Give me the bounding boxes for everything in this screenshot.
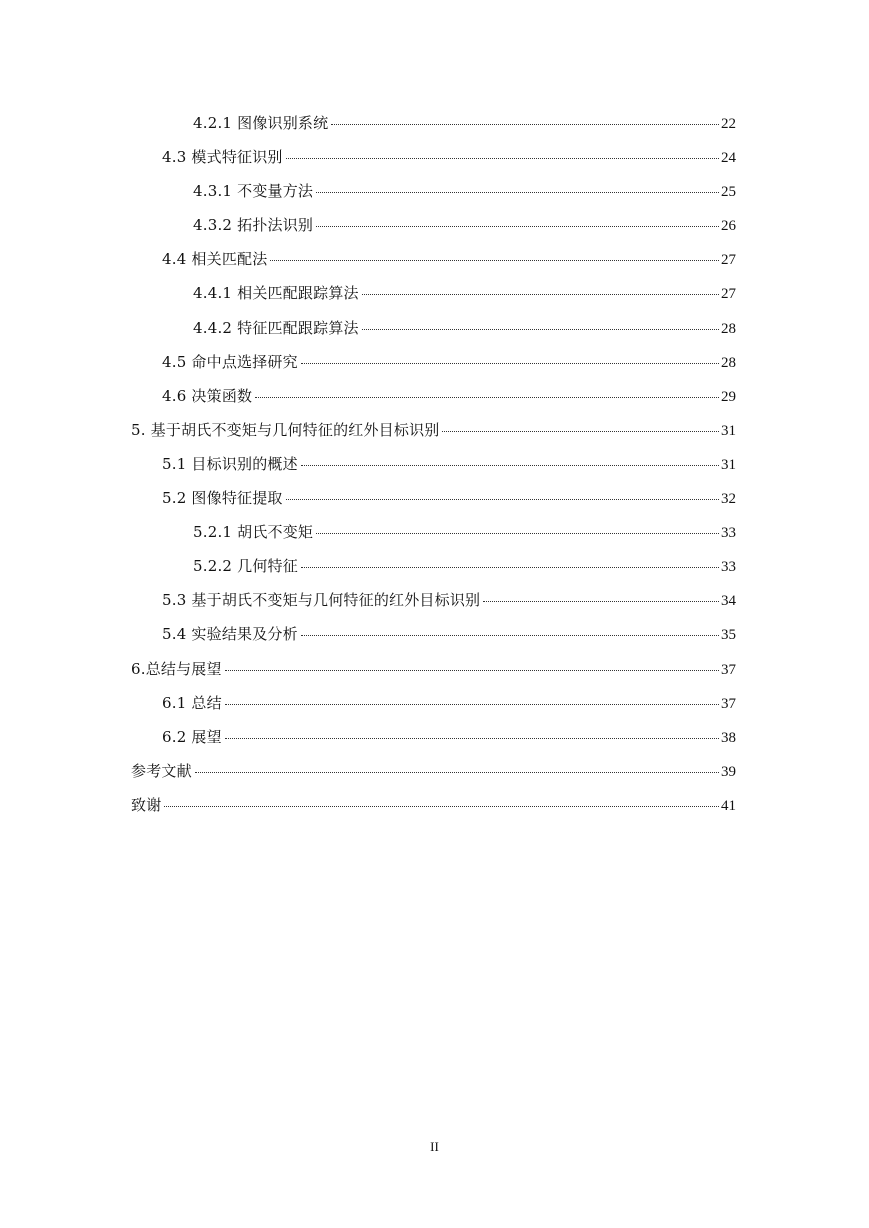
- toc-dot-leader: [316, 192, 719, 193]
- toc-entry-page: 39: [721, 763, 736, 780]
- table-of-contents: [131, 111, 736, 827]
- toc-entry-title: 5.2.2 几何特征: [193, 557, 298, 576]
- toc-entry-page: 26: [721, 218, 736, 235]
- toc-entry[interactable]: [131, 281, 736, 315]
- toc-dot-leader: [225, 670, 719, 671]
- toc-entry-title: 4.4 相关匹配法: [162, 250, 268, 269]
- toc-entry-title: 5.2 图像特征提取: [162, 489, 283, 508]
- toc-entry-title: 4.4.1 相关匹配跟踪算法: [193, 284, 359, 303]
- toc-entry-title: 6.总结与展望: [131, 659, 222, 678]
- toc-entry[interactable]: [131, 384, 736, 418]
- toc-dot-leader: [255, 397, 719, 398]
- toc-dot-leader: [225, 704, 719, 705]
- toc-entry-page: 37: [721, 661, 736, 678]
- toc-entry-title: 6.2 展望: [162, 727, 222, 746]
- toc-entry-title: 4.5 命中点选择研究: [162, 352, 298, 371]
- toc-entry[interactable]: [131, 213, 736, 247]
- toc-entry-page: 41: [721, 797, 736, 814]
- toc-dot-leader: [286, 499, 719, 500]
- toc-entry[interactable]: [131, 622, 736, 656]
- toc-entry[interactable]: [131, 111, 736, 145]
- toc-dot-leader: [301, 567, 719, 568]
- toc-dot-leader: [362, 329, 719, 330]
- toc-entry-page: 33: [721, 525, 736, 542]
- toc-entry-page: 24: [721, 150, 736, 167]
- toc-entry[interactable]: [131, 452, 736, 486]
- toc-dot-leader: [362, 294, 719, 295]
- page-number: II: [430, 1139, 439, 1154]
- toc-entry-title: 致谢: [131, 795, 162, 814]
- toc-dot-leader: [301, 465, 719, 466]
- toc-entry-page: 27: [721, 252, 736, 269]
- toc-entry-title: 4.3.2 拓扑法识别: [193, 216, 314, 235]
- toc-entry-page: 37: [721, 695, 736, 712]
- toc-dot-leader: [225, 738, 719, 739]
- toc-entry-title: 5.2.1 胡氏不变矩: [193, 523, 314, 542]
- toc-dot-leader: [301, 363, 719, 364]
- toc-entry-page: 27: [721, 286, 736, 303]
- toc-entry[interactable]: [131, 520, 736, 554]
- toc-entry-page: 38: [721, 729, 736, 746]
- toc-entry-title: 5.3 基于胡氏不变矩与几何特征的红外目标识别: [162, 591, 481, 610]
- toc-dot-leader: [286, 158, 719, 159]
- toc-entry-page: 28: [721, 320, 736, 337]
- toc-entry[interactable]: [131, 793, 736, 827]
- toc-dot-leader: [164, 806, 719, 807]
- toc-entry-title: 4.3.1 不变量方法: [193, 182, 314, 201]
- toc-entry-title: 5. 基于胡氏不变矩与几何特征的红外目标识别: [131, 420, 440, 439]
- toc-entry-title: 参考文献: [131, 761, 192, 780]
- toc-entry[interactable]: [131, 759, 736, 793]
- toc-entry-title: 5.4 实验结果及分析: [162, 625, 298, 644]
- toc-entry-page: 33: [721, 559, 736, 576]
- toc-entry[interactable]: [131, 316, 736, 350]
- toc-entry[interactable]: [131, 588, 736, 622]
- toc-entry[interactable]: [131, 418, 736, 452]
- toc-entry-page: 32: [721, 491, 736, 508]
- toc-entry[interactable]: [131, 725, 736, 759]
- toc-entry-page: 22: [721, 116, 736, 132]
- toc-dot-leader: [316, 226, 719, 227]
- toc-dot-leader: [483, 601, 719, 602]
- toc-dot-leader: [442, 431, 719, 432]
- toc-entry-page: 28: [721, 354, 736, 371]
- toc-dot-leader: [301, 635, 719, 636]
- toc-entry-title: 6.1 总结: [162, 693, 222, 712]
- toc-entry-title: 4.3 模式特征识别: [162, 148, 283, 167]
- toc-entry[interactable]: [131, 350, 736, 384]
- toc-dot-leader: [270, 260, 719, 261]
- toc-dot-leader: [195, 772, 719, 773]
- toc-entry[interactable]: [131, 145, 736, 179]
- toc-dot-leader: [316, 533, 719, 534]
- toc-entry-title: 5.1 目标识别的概述: [162, 454, 298, 473]
- toc-entry-page: 29: [721, 388, 736, 405]
- toc-entry-title: 4.2.1 图像识别系统: [193, 114, 329, 132]
- toc-entry[interactable]: [131, 691, 736, 725]
- toc-entry[interactable]: [131, 554, 736, 588]
- toc-entry[interactable]: [131, 179, 736, 213]
- toc-entry-page: 35: [721, 627, 736, 644]
- toc-entry-page: 34: [721, 593, 736, 610]
- toc-entry[interactable]: [131, 657, 736, 691]
- toc-dot-leader: [331, 124, 719, 125]
- toc-entry-page: 25: [721, 184, 736, 201]
- toc-entry-page: 31: [721, 456, 736, 473]
- toc-entry[interactable]: [131, 486, 736, 520]
- toc-entry[interactable]: [131, 247, 736, 281]
- toc-entry-title: 4.6 决策函数: [162, 386, 253, 405]
- toc-entry-title: 4.4.2 特征匹配跟踪算法: [193, 318, 359, 337]
- toc-entry-page: 31: [721, 422, 736, 439]
